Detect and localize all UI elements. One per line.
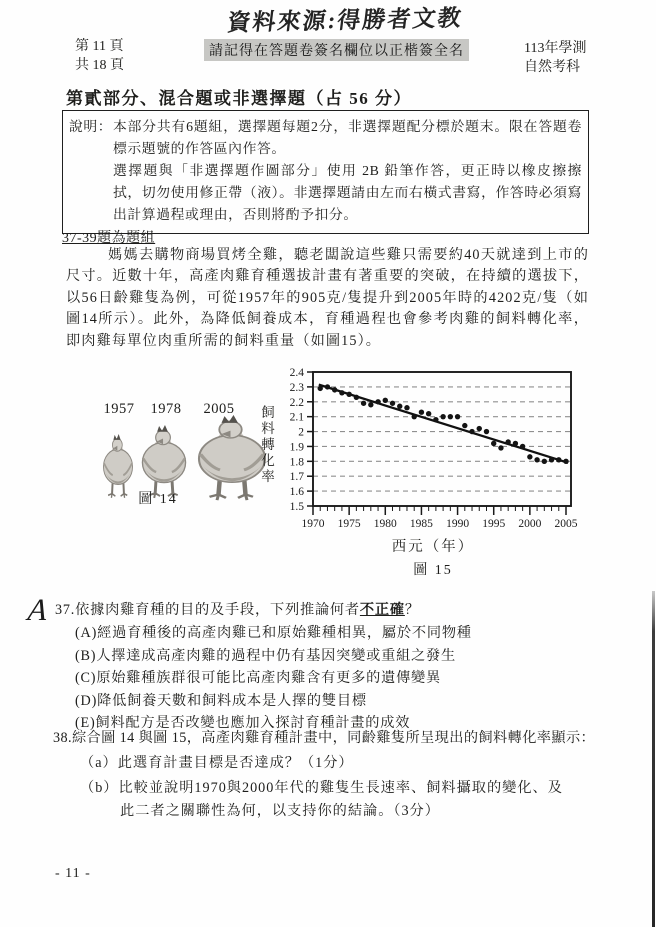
question-37-stem-suffix: ？ (404, 602, 420, 618)
sub-b-label: （b） (80, 780, 119, 796)
instructions-para-2: 選擇題與「非選擇題作圖部分」使用 2B 鉛筆作答，更正時以橡皮擦擦拭，切勿使用修正帶（液）。非選擇題請由左而右橫式書寫，作答時必須寫出計算過程或理由，否則將酌予扣分。 (113, 163, 582, 222)
option-c-text: 原始雞種族群很可能比高產肉雞含有更多的遺傳變異 (96, 670, 442, 687)
svg-text:1980: 1980 (373, 518, 397, 530)
option-d-text: 降低飼養天數和飼料成本是人擇的雙目標 (97, 692, 367, 709)
svg-text:1975: 1975 (337, 518, 361, 530)
svg-text:1995: 1995 (482, 518, 506, 530)
svg-text:2.1: 2.1 (289, 411, 304, 424)
option-e-label: (E) (75, 715, 96, 732)
instructions-box (62, 110, 589, 234)
page-number-label: 第 11 頁 (75, 39, 124, 54)
option-c (75, 667, 472, 690)
svg-text:1.9: 1.9 (289, 441, 304, 454)
fig14-year-1957: 1957 (103, 401, 135, 417)
option-c-label: (C) (75, 670, 97, 687)
option-a-text: 經過育種後的高產肉雞已和原始雞種相異，屬於不同物種 (97, 625, 472, 641)
option-d (75, 690, 472, 713)
fig14-year-2005: 2005 (203, 401, 235, 417)
svg-text:2: 2 (298, 426, 304, 439)
svg-text:2.2: 2.2 (289, 396, 304, 409)
fig15-y-axis-title: 飼料轉化率 (259, 405, 274, 485)
instructions-para-1: 本部分共有6題組，選擇題每題2分，非選擇題配分標於題末。限在答題卷標示題號的作答區內作答。 (113, 119, 582, 156)
svg-text:1990: 1990 (446, 518, 470, 530)
svg-text:1.7: 1.7 (289, 471, 304, 484)
page-total-label: 共 18 頁 (75, 58, 124, 73)
fig15-chart-area (283, 360, 603, 538)
fig14-year-1978: 1978 (150, 401, 182, 417)
question-38-stem-text: 綜合圖 14 與圖 15，高產肉雞育種計畫中，同齡雞隻所呈現出的飼料轉化率顯示： (71, 730, 596, 746)
question-group-heading: 37-39題為題組 (62, 231, 156, 246)
page-counter (75, 37, 124, 75)
svg-text:1.5: 1.5 (289, 501, 304, 513)
instructions-label: 說明： (69, 119, 113, 134)
option-b-label: (B) (75, 647, 97, 664)
svg-text:1970: 1970 (301, 518, 325, 530)
svg-text:1.6: 1.6 (289, 486, 304, 499)
fig15-chart (283, 360, 603, 538)
sub-a-text: 此選育計畫目標是否達成？（1分） (117, 755, 354, 771)
svg-text:1985: 1985 (409, 518, 433, 530)
svg-text:2.4: 2.4 (289, 367, 304, 379)
option-a-label: (A) (75, 625, 98, 641)
question-37-stem-text: 依據肉雞育種的目的及手段，下列推論何者 (75, 602, 360, 618)
option-a (75, 622, 472, 645)
question-37-stem (55, 599, 420, 619)
option-d-label: (D) (75, 692, 98, 709)
question-38-sub-a (80, 752, 354, 772)
question-37-emphasis: 不正確 (359, 602, 405, 618)
svg-text:2000: 2000 (518, 518, 542, 530)
exam-info (524, 39, 586, 77)
question-37-number: 37. (55, 602, 76, 618)
svg-text:2005: 2005 (554, 518, 578, 530)
section-title: 第貳部分、混合題或非選擇題（占 56 分） (66, 89, 412, 108)
question-37-options (75, 622, 472, 735)
question-38-stem (53, 727, 595, 747)
signature-notice-highlight: 請記得在答題卷簽名欄位以正楷簽全名 (204, 39, 469, 61)
sub-a-label: （a） (80, 755, 118, 771)
scan-edge-artifact (652, 591, 655, 927)
svg-text:2.3: 2.3 (289, 381, 304, 394)
handwritten-answer-mark: A (26, 592, 49, 627)
option-b-text: 人擇達成高產肉雞的過程中仍有基因突變或重組之發生 (96, 647, 457, 664)
option-b (75, 645, 472, 668)
fig15-caption: 圖 15 (413, 563, 453, 578)
fig15-x-axis-title: 西元（年） (391, 539, 475, 555)
handwritten-source-note: 資料來源:得勝者文教 (225, 5, 465, 36)
question-38-sub-b (80, 777, 570, 823)
option-e-text: 飼料配方是否改變也應加入探討育種計畫的成效 (95, 715, 411, 732)
exam-subject-label: 自然考科 (524, 60, 580, 75)
fig14-caption: 圖 14 (138, 492, 178, 507)
exam-year-label: 113年學測 (524, 41, 587, 56)
question-38-number: 38. (53, 730, 72, 746)
svg-text:1.8: 1.8 (289, 456, 304, 469)
instructions-body (113, 116, 582, 226)
footer-page-number: - 11 - (55, 866, 91, 881)
sub-b-text: 比較並說明1970與2000年代的雞隻生長速率、飼料攝取的變化、及此二者之關聯性為何，以支持你的結論。（3分） (118, 780, 563, 819)
question-group-intro: 媽媽去購物商場買烤全雞，聽老闆說這些雞只需要約40天就達到上市的尺寸。近數十年，高產肉雞育種選拔計畫有著重要的突破，在持續的選拔下，以56日齡雞隻為例，可從1957年的905克/隻提升到2005年時的4202克/隻（如圖14所示）。此外，為降低飼養成本，育種過程也會參考肉雞的飼料轉化率，即肉雞每單位肉重所需的飼料重量（如圖15）。 (66, 247, 589, 349)
